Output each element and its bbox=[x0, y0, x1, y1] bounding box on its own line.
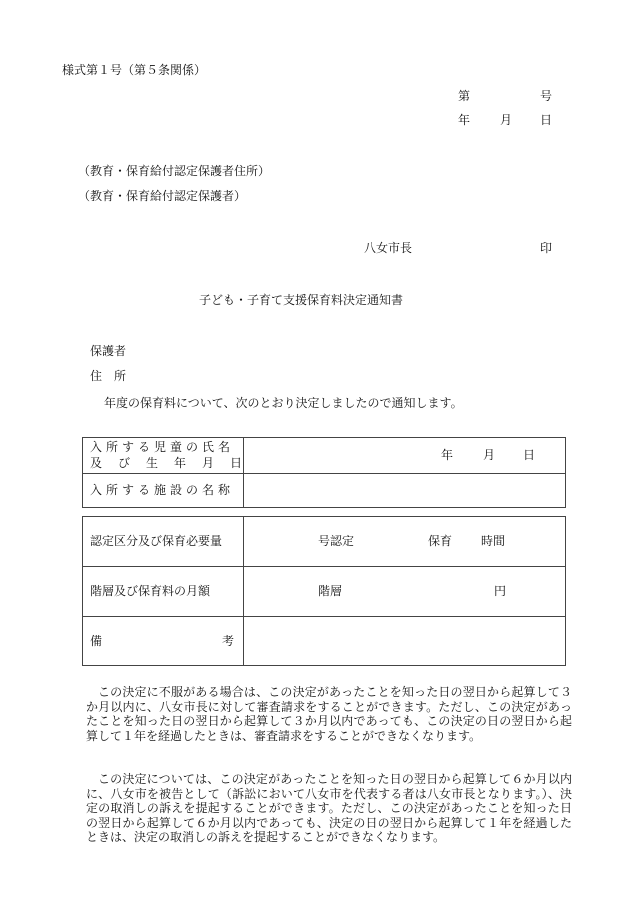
notice-paragraph-1: この決定に不服がある場合は、この決定があったことを知った日の翌日から起算して３か月以内に、八女市長に対して審査請求をすることができます。ただし、この決定があったことを知った日の翌日から起算して３か月以内であっても、この決定の日の翌日から起算して１年を経過したときは、審査請求をすることができなくなります。 bbox=[86, 685, 572, 743]
document-title: 子ども・子育て支援保育料決定通知書 bbox=[199, 293, 404, 307]
category-label: 認定区分及び保育必要量 bbox=[90, 534, 223, 548]
birthdate-label: 及び生年月日 bbox=[90, 456, 259, 470]
table1-row-divider bbox=[82, 473, 566, 474]
tier-label: 階層及び保育料の月額 bbox=[90, 584, 211, 598]
remarks-label-left: 備 bbox=[90, 634, 103, 648]
care-label: 保育 bbox=[428, 534, 453, 548]
recipient-address-label: 住 所 bbox=[90, 369, 127, 383]
form-label: 様式第１号（第５条関係） bbox=[62, 63, 207, 77]
table2-column-divider bbox=[243, 516, 244, 666]
table2-row-divider-2 bbox=[82, 616, 566, 617]
notice-paragraph-2: この決定については、この決定があったことを知った日の翌日から起算して６か月以内に、八女市を被告として（訴訟において八女市を代表する者は八女市長となります。）、決定の取消しの訴えを提起することができます。ただし、この決定があったことを知った日の翌日から起算して６か月以内であっても、決定の日の翌日から起算して１年を経過したときは、決定の取消しの訴えを提起することができなくなります。 bbox=[86, 772, 572, 844]
tier-value: 階層 bbox=[318, 584, 343, 598]
guardian-label: （教育・保育給付認定保護者） bbox=[78, 189, 247, 203]
birth-year: 年 bbox=[441, 448, 454, 462]
birth-month: 月 bbox=[483, 448, 496, 462]
table2-row-divider-1 bbox=[82, 566, 566, 567]
remarks-label-right: 考 bbox=[222, 634, 235, 648]
birth-day: 日 bbox=[523, 448, 536, 462]
number-prefix: 第 bbox=[458, 89, 471, 103]
hours-label: 時間 bbox=[481, 534, 506, 548]
guardian-address-label: （教育・保育給付認定保護者住所） bbox=[78, 164, 271, 178]
number-suffix: 号 bbox=[540, 89, 553, 103]
category-value: 号認定 bbox=[318, 534, 355, 548]
date-day: 日 bbox=[540, 113, 553, 127]
recipient-guardian-label: 保護者 bbox=[90, 344, 127, 358]
facility-name-label: 入所する施設の名称 bbox=[90, 483, 235, 497]
yen-label: 円 bbox=[494, 584, 507, 598]
issuer-name: 八女市長 bbox=[364, 241, 413, 255]
seal-mark: 印 bbox=[540, 241, 553, 255]
date-month: 月 bbox=[500, 113, 513, 127]
table1-column-divider bbox=[243, 437, 244, 508]
child-name-label: 入所する児童の氏名 bbox=[90, 440, 235, 454]
date-year: 年 bbox=[458, 113, 471, 127]
intro-text: 年度の保育料について、次のとおり決定しましたので通知します。 bbox=[104, 396, 463, 410]
